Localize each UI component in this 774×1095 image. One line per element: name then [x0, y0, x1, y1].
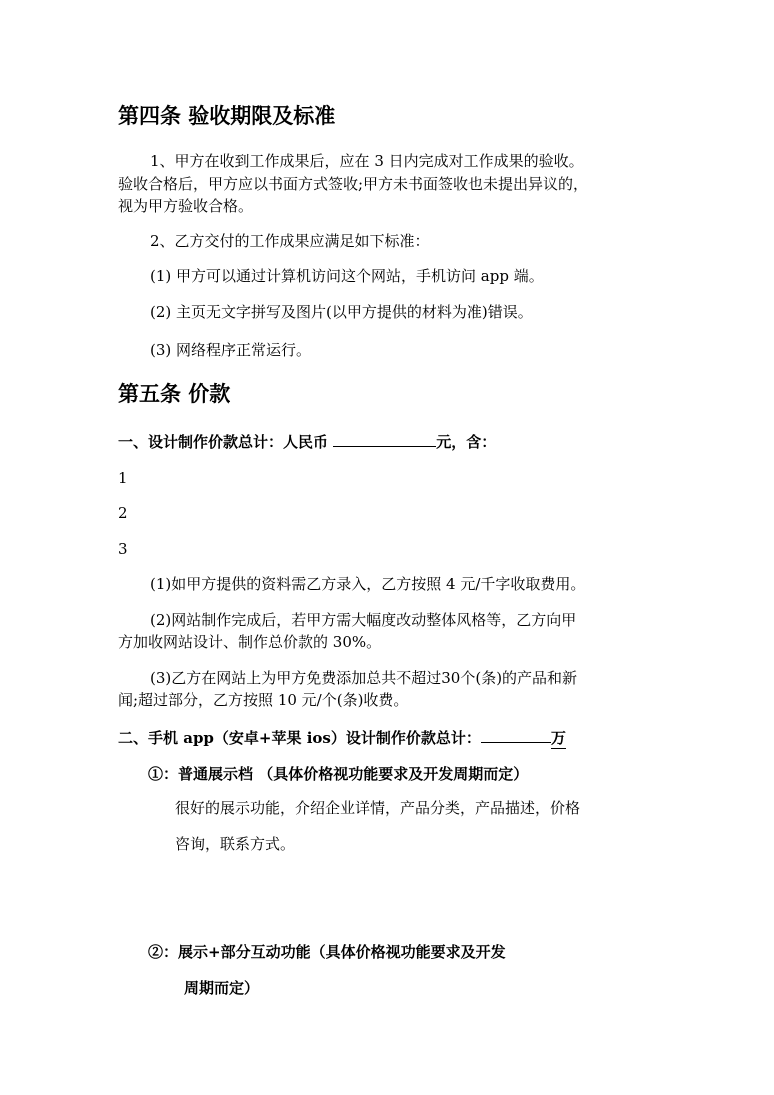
note-3-line2: 闻;超过部分，乙方按照 10 元/个(条)收费。	[118, 691, 409, 709]
list-item: 2	[118, 504, 128, 522]
article4-p1-line3: 视为甲方验收合格。	[118, 197, 254, 215]
tier1-desc-line2: 咨询，联系方式。	[175, 835, 296, 853]
article4-p1-line2: 验收合格后，甲方应以书面方式签收;甲方未书面签收也未提出异议的，	[118, 175, 589, 193]
app-price-blank	[481, 726, 551, 743]
note-1: (1)如甲方提供的资料需乙方录入，乙方按照 4 元/千字收取费用。	[150, 575, 586, 593]
article5-title: 第五条 价款	[118, 381, 231, 406]
note-3-line1: (3)乙方在网站上为甲方免费添加总共不超过30个(条)的产品和新	[150, 669, 578, 687]
total-price-blank	[333, 430, 436, 447]
list-item: 3	[118, 540, 128, 558]
article4-standard-1: (1) 甲方可以通过计算机访问这个网站，手机访问 app 端。	[150, 267, 544, 285]
total-price-suffix: 元，含：	[436, 433, 497, 451]
note-2-line1: (2)网站制作完成后，若甲方需大幅度改动整体风格等，乙方向甲	[150, 611, 577, 629]
article4-p2: 2、乙方交付的工作成果应满足如下标准：	[150, 232, 430, 250]
app-price-line	[118, 726, 566, 748]
article4-p1-line1: 1、甲方在收到工作成果后，应在 3 日内完成对工作成果的验收。	[150, 152, 584, 170]
app-price-prefix: 二、手机 app（安卓+苹果 ios）设计制作价款总计：	[118, 729, 481, 747]
total-price-line	[118, 430, 496, 452]
tier2-title-line2: 周期而定）	[184, 979, 260, 997]
total-price-prefix: 一、设计制作价款总计：人民币	[118, 433, 334, 451]
list-item: 1	[118, 469, 128, 487]
article4-standard-2: (2) 主页无文字拼写及图片(以甲方提供的材料为准)错误。	[150, 303, 533, 321]
tier1-title: ①：普通展示档 （具体价格视功能要求及开发周期而定）	[148, 765, 529, 783]
tier1-desc-line1: 很好的展示功能，介绍企业详情，产品分类，产品描述，价格	[175, 799, 581, 817]
app-price-unit: 万	[550, 729, 566, 747]
note-2-line2: 方加收网站设计、制作总价款的 30%。	[118, 633, 382, 651]
article4-standard-3: (3) 网络程序正常运行。	[150, 341, 312, 359]
article4-title: 第四条 验收期限及标准	[118, 103, 336, 128]
tier2-title-line1: ②：展示+部分互动功能（具体价格视功能要求及开发	[148, 943, 506, 961]
